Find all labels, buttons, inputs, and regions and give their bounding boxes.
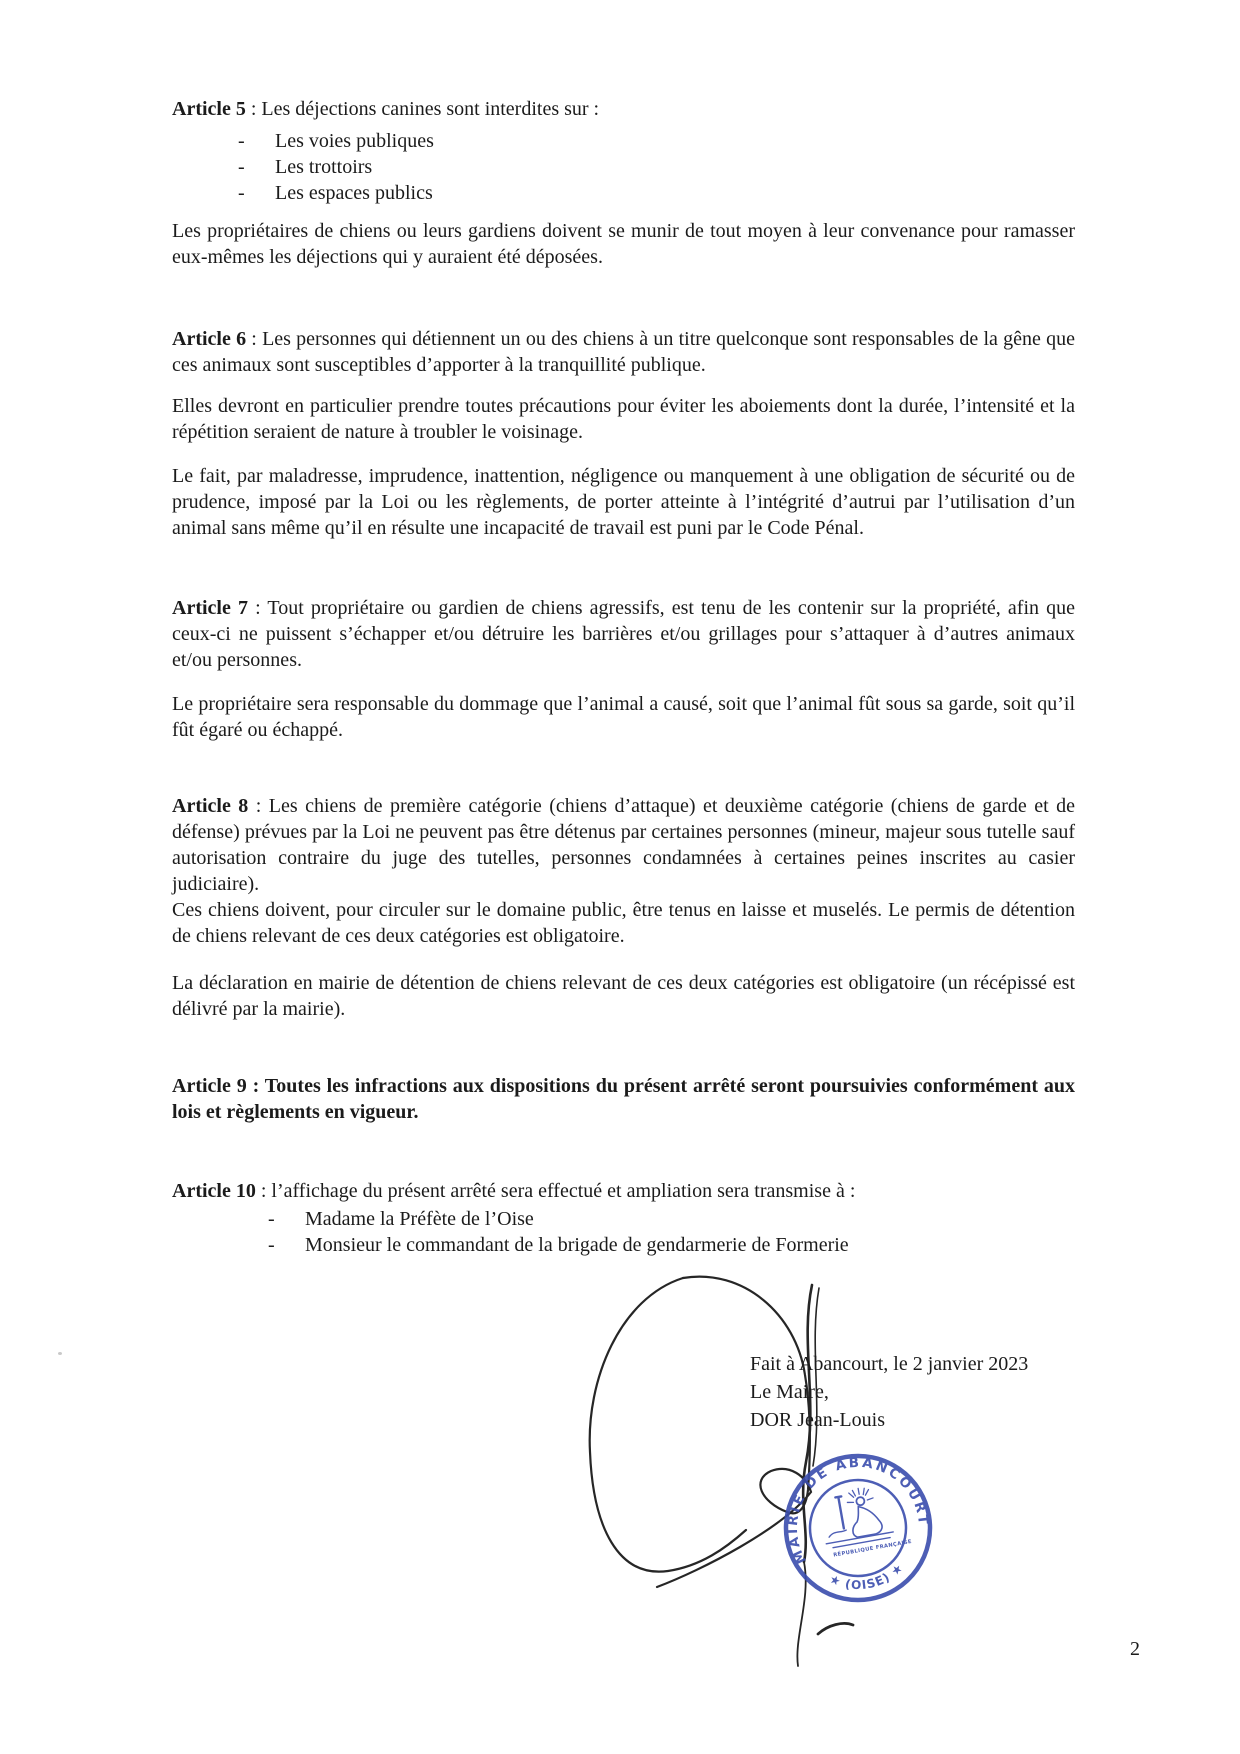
article-5-label: Article 5 [172,98,246,120]
article-7-paragraph-1: Le propriétaire sera responsable du dommage que l’animal a causé, soit que l’animal fût sous sa garde, soit qu’il fût égaré ou échappé. [172,693,1075,741]
signature-name: DOR Jean-Louis [750,1409,885,1431]
article-9-heading [172,1073,1075,1125]
list-item: - Les trottoirs [172,154,1075,180]
stamp-bottom-text: ★ (OISE) ★ [827,1560,907,1593]
signature-title: Le Maire, [750,1381,829,1403]
signature-place-date: Fait à Abancourt, le 2 janvier 2023 [750,1353,1029,1375]
mairie-stamp [770,1440,946,1616]
article-8-text: : Les chiens de première catégorie (chiens d’attaque) et deuxième catégorie (chiens de garde et de défense) prévues par la Loi ne peuvent pas être détenus par certaines personnes (mineur, majeur sous tutelle sauf autorisation contraire du juge des tutelles, personnes condamnées à certaines peines inscrites au casier judiciaire). [172,795,1075,895]
stamp-top-text: MAIRIE DE ABANCOURT [784,1454,932,1567]
article-6-label: Article 6 [172,328,247,350]
article-6-text: : Les personnes qui détiennent un ou des chiens à un titre quelconque sont responsables de la gêne que ces animaux sont susceptibles d’apporter à la tranquillité publique. [172,328,1075,376]
article-5-heading [172,96,1075,122]
article-10-label: Article 10 [172,1180,256,1202]
list-item: - Madame la Préfète de l’Oise [172,1206,1075,1232]
article-5-paragraph: Les propriétaires de chiens ou leurs gardiens doivent se munir de tout moyen à leur convenance pour ramasser eux-mêmes les déjections qui y auraient été déposées. [172,220,1075,268]
article-8-paragraph-1: Ces chiens doivent, pour circuler sur le domaine public, être tenus en laisse et muselés. Le permis de détention de chiens relevant de ces deux catégories est obligatoire. [172,899,1075,947]
document-body [172,96,1075,1258]
article-8-heading [172,793,1075,897]
article-10-heading [172,1178,1075,1204]
marianne-figure-icon [818,1484,894,1549]
article-10-text: : l’affichage du présent arrêté sera effectué et ampliation sera transmise à : [255,1180,856,1202]
list-item: - Monsieur le commandant de la brigade de gendarmerie de Formerie [172,1232,1075,1258]
article-5-list [172,128,1075,206]
article-6-heading [172,326,1075,378]
scan-artifact-dot [58,1352,62,1355]
article-5-text: : Les déjections canines sont interdites sur : [245,98,600,120]
page-number: 2 [1130,1638,1140,1660]
article-7-text: : Tout propriétaire ou gardien de chiens agressifs, est tenu de les contenir sur la propriété, afin que ceux-ci ne puissent s’échapper et/ou détruire les barrières et/ou grillages pour s’attaquer à d’autres animaux et/ou personnes. [172,597,1075,671]
article-6-paragraph-1: Elles devront en particulier prendre toutes précautions pour éviter les aboiements dont la durée, l’intensité et la répétition seraient de nature à troubler le voisinage. [172,395,1075,443]
article-6-paragraph-2: Le fait, par maladresse, imprudence, inattention, négligence ou manquement à une obligation de sécurité ou de prudence, imposé par la Loi ou les règlements, de porter atteinte à l’intégrité d’autrui par l’utilisation d’un animal sans même qu’il en résulte une incapacité de travail est puni par le Code Pénal. [172,465,1075,539]
article-7-label: Article 7 [172,597,248,619]
article-7-heading [172,595,1075,673]
stamp-center-text: RÉPUBLIQUE FRANÇAISE [832,1538,913,1559]
list-item: - Les voies publiques [172,128,1075,154]
article-8-paragraph-2: La déclaration en mairie de détention de chiens relevant de ces deux catégories est obligatoire (un récépissé est délivré par la mairie). [172,972,1075,1020]
article-9-text: : Toutes les infractions aux dispositions du présent arrêté seront poursuivies conformément aux lois et règlements en vigueur. [172,1075,1075,1123]
signature-block [750,1350,1028,1434]
article-8-label: Article 8 [172,795,249,817]
article-9-label: Article 9 [172,1075,247,1097]
list-item: - Les espaces publics [172,180,1075,206]
